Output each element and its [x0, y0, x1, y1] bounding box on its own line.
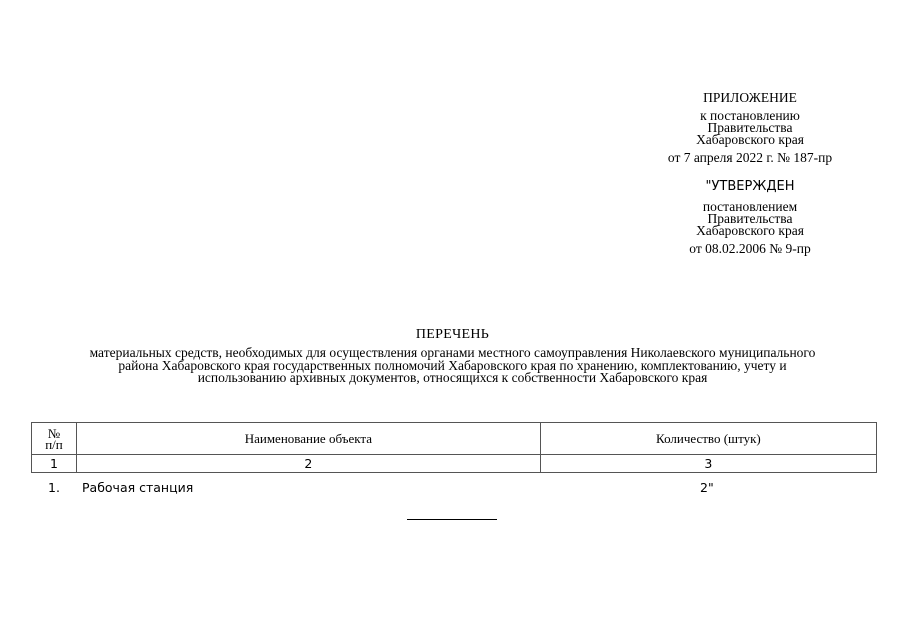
approved-title: "УТВЕРЖДЕН [705, 179, 795, 194]
subtitle-line: использованию архивных документов, относящихся к собственности Хабаровского края [197, 370, 708, 385]
numbering-cell: 3 [540, 455, 876, 473]
appendix-line: Правительства [707, 120, 793, 135]
row-num: 1. [48, 480, 60, 495]
header-num-line: № [47, 425, 61, 441]
approved-block [640, 181, 860, 255]
header-name: Наименование объекта [76, 423, 540, 455]
subtitle-line: района Хабаровского края государственных полномочий Хабаровского края по хранению, комплектованию, учету и [118, 357, 787, 373]
approved-line: постановлением [702, 199, 798, 214]
appendix-block [640, 92, 860, 164]
table-header-row [32, 423, 877, 455]
items-table [31, 422, 877, 473]
appendix-line: Хабаровского края [696, 132, 804, 147]
numbering-cell: 2 [76, 455, 540, 473]
header-qty: Количество (штук) [540, 423, 876, 455]
table-numbering-row [32, 455, 877, 473]
appendix-title: ПРИЛОЖЕНИЕ [703, 90, 797, 105]
appendix-date: от 7 апреля 2022 г. № 187-пр [667, 150, 833, 165]
numbering-cell: 1 [32, 455, 77, 473]
row-name: Рабочая станция [82, 480, 194, 495]
subtitle-line: материальных средств, необходимых для осуществления органами местного самоуправления Николаевского муниципального [89, 345, 816, 360]
row-qty: 2" [700, 480, 714, 495]
header-num [32, 423, 77, 455]
end-line [407, 519, 497, 520]
approved-line: Правительства [707, 211, 793, 226]
approved-line: Хабаровского края [696, 223, 804, 238]
document-subtitle [40, 347, 865, 385]
header-num-line: п/п [45, 436, 63, 452]
approved-date: от 08.02.2006 № 9-пр [689, 241, 811, 256]
document-title: ПЕРЕЧЕНЬ [415, 327, 490, 342]
appendix-line: к постановлению [700, 108, 800, 123]
